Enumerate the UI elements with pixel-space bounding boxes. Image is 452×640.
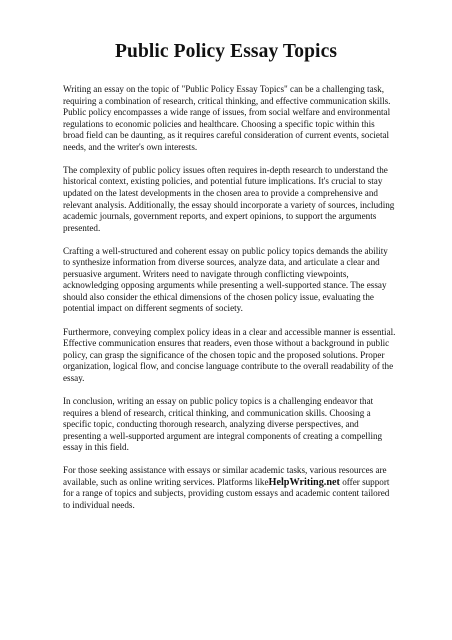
paragraph-crafting: Crafting a well-structured and coherent essay on public policy topics demands the ability to synthesize information from diverse sources, analyze data, and articulate a clear and persuasive argument. Writers need to navigate through conflicting viewpoints, acknowledging opposing arguments while presenting a well-supported stance. The essay should also consider the ethical dimensions of the chosen policy issue, evaluating the potential impact on different segments of society. xyxy=(63,245,388,314)
resources-text-after: offer support for a range of topics and subjects, providing custom essays and academic content tailored to individual needs. xyxy=(63,476,390,510)
helpwriting-brand-link[interactable]: HelpWriting.net xyxy=(268,476,340,488)
paragraph-communication: Furthermore, conveying complex policy ideas in a clear and accessible manner is essential. Effective communication ensures that readers, even those without a background in public policy, can grasp the significance of the chosen topic and the proposed solutions. Proper organization, logical flow, and concise language contribute to the overall readability of the essay. xyxy=(63,326,396,383)
document-body xyxy=(63,84,397,523)
paragraph-intro: Writing an essay on the topic of "Public Policy Essay Topics" can be a challenging task, requiring a combination of research, critical thinking, and effective communication skills. Public policy encompasses a wide range of issues, from social welfare and environmental regulations to economic policies and healthcare. Choosing a specific topic within this broad field can be daunting, as it requires careful consideration of current events, societal needs, and the writer's own interests. xyxy=(63,84,391,152)
paragraph-complexity: The complexity of public policy issues often requires in-depth research to understand the historical context, existing policies, and potential future implications. It's crucial to stay updated on the latest developments in the chosen area to provide a comprehensive and relevant analysis. Additionally, the essay should incorporate a variety of sources, including academic journals, government reports, and expert opinions, to support the arguments presented. xyxy=(63,164,395,233)
paragraph-resources xyxy=(63,465,397,511)
paragraph-conclusion: In conclusion, writing an essay on public policy topics is a challenging endeavor that requires a blend of research, critical thinking, and communication skills. Choosing a specific topic, conducting thorough research, analyzing diverse perspectives, and presenting a well-supported argument are integral components of creating a compelling essay in this field. xyxy=(63,395,383,453)
page-title: Public Policy Essay Topics xyxy=(114,41,338,62)
resources-text-before: For those seeking assistance with essays or similar academic tasks, various resources are available, such as online writing services. Platforms like xyxy=(63,465,387,487)
